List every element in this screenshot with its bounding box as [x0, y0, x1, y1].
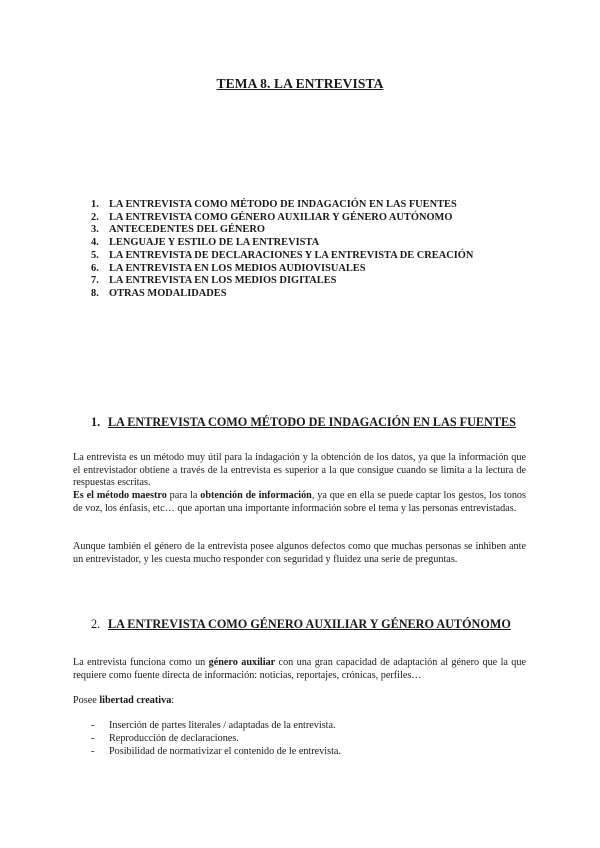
section-1-paragraph-3: Aunque también el género de la entrevista posee algunos defectos como que muchas personas se inhiben ante un entrevistador, y les cuesta mucho responder con seguridad y fluidez una serie de preguntas. [73, 541, 526, 565]
bold-phrase: género auxiliar [208, 657, 276, 668]
toc-item: 5. LA ENTREVISTA DE DECLARACIONES Y LA ENTREVISTA DE CREACIÓN [91, 249, 474, 261]
bold-phrase: Es el método maestro [73, 490, 167, 501]
list-item: - Posibilidad de normativizar el contenido de le entrevista. [91, 746, 341, 757]
section-2-paragraph-2: Posee libertad creativa: [73, 695, 175, 706]
toc-item: 7. LA ENTREVISTA EN LOS MEDIOS DIGITALES [91, 275, 337, 287]
toc-item: 3. ANTECEDENTES DEL GÉNERO [91, 224, 265, 236]
table-of-contents [91, 199, 473, 301]
bold-phrase: libertad creativa [99, 695, 172, 706]
toc-item: 6. LA ENTREVISTA EN LOS MEDIOS AUDIOVISUALES [91, 262, 366, 274]
list-item: - Reproducción de declaraciones. [91, 733, 239, 744]
section-1-paragraph-1: La entrevista es un método muy útil para la indagación y la obtención de los datos, ya que la información que el entrevistador obtiene a través de la entrevista es superior a la que consigue cuando se limita a la lectura de respuestas escritas. [73, 452, 526, 489]
page-title: TEMA 8. LA ENTREVISTA [216, 76, 384, 91]
section-1-heading: 1. LA ENTREVISTA COMO MÉTODO DE INDAGACIÓN EN LAS FUENTES [91, 415, 516, 429]
toc-item: 2. LA ENTREVISTA COMO GÉNERO AUXILIAR Y GÉNERO AUTÓNOMO [91, 211, 453, 223]
section-1-paragraph-2: Es el método maestro para la obtención de información, ya que en ella se puede captar los gestos, los tonos de voz, los énfasis, etc… que aportan una importante información sobre el tema y las personas entrevistadas. [73, 490, 526, 514]
dash-marker: - [91, 746, 95, 757]
section-2-heading: 2. LA ENTREVISTA COMO GÉNERO AUXILIAR Y GÉNERO AUTÓNOMO [91, 617, 511, 631]
toc-item: 4. LENGUAJE Y ESTILO DE LA ENTREVISTA [91, 237, 320, 249]
dash-marker: - [91, 733, 95, 744]
section-2-paragraph-1: La entrevista funciona como un género auxiliar con una gran capacidad de adaptación al género que la que requiere como fuente directa de información: noticias, reportajes, crónicas, perfiles… [73, 657, 526, 681]
bold-phrase: obtención de información [200, 490, 312, 501]
toc-item: 1. LA ENTREVISTA COMO MÉTODO DE INDAGACIÓN EN LAS FUENTES [91, 199, 457, 210]
toc-item: 8. OTRAS MODALIDADES [91, 287, 227, 299]
list-item: - Inserción de partes literales / adaptadas de la entrevista. [91, 720, 336, 731]
dash-list [91, 719, 341, 758]
dash-marker: - [91, 720, 95, 731]
